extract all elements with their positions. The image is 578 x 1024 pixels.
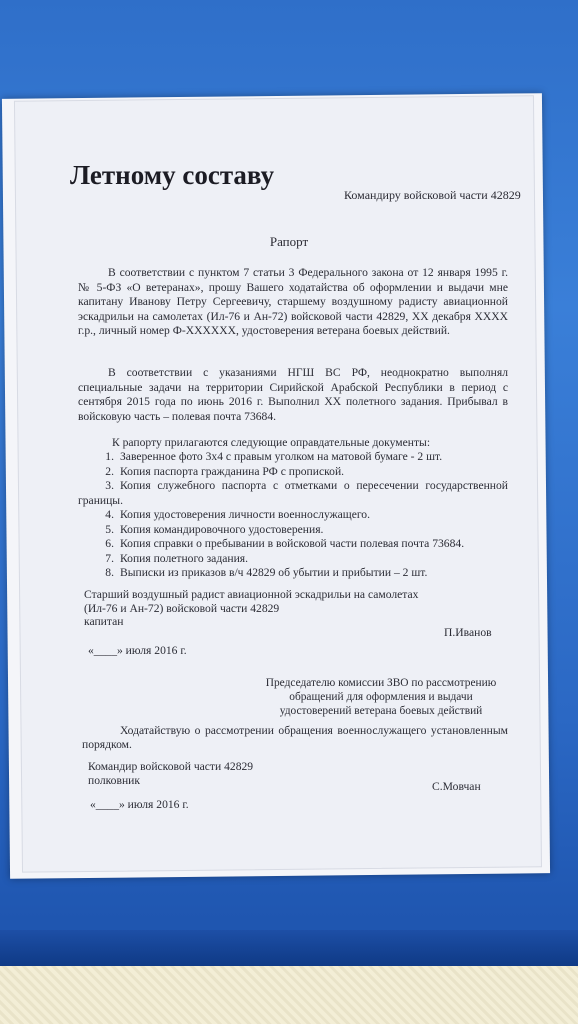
paragraph-service-text: В соответствии с указаниями НГШ ВС РФ, неоднократно выполнял специальные задачи на территории Сирийской Арабской Республики в период с сентября 2015 года по июнь 2016 г. Выполнил ХХ полетного задания. Прибывал в войсковую часть – полевая почта 73684. [78,366,508,423]
wall-surface [0,962,578,1024]
list-item: 6. Копия справки о пребывании в войсковой части полевая почта 73684. [105,537,465,550]
list-item: 2. Копия паспорта гражданина РФ с пропиской. [105,464,345,478]
commander-name: С.Мовчан [432,780,481,793]
signer-unit: (Ил-76 и Ан-72) войсковой части 42829 [84,601,280,615]
list-item: 4. Копия удостоверения личности военнослужащего. [105,508,371,521]
list-item: 3. Копия служебного паспорта с отметками о пересечении государственной границы. [78,479,508,507]
list-item: 1. Заверенное фото 3х4 с правым уголком на матовой бумаге - 2 шт. [105,450,443,463]
commander-date: «____» июля 2016 г. [90,798,189,811]
doc-title: Рапорт [269,234,309,249]
signer-rank: капитан [84,615,124,628]
commander-block [88,760,253,788]
paragraph-request [78,266,508,339]
commander-title: Командир войсковой части 42829 [88,760,254,773]
documents-list [78,450,508,581]
documents-intro: К рапорту прилагаются следующие оправдательные документы: [112,436,431,449]
commission-addressee: Председателю комиссии ЗВО по рассмотрению обращений для оформления и выдачи удостоверений ветерана боевых действий [265,677,497,717]
list-item: 5. Копия командировочного удостоверения. [105,522,324,536]
commander-rank: полковник [88,774,140,787]
signer-name: П.Иванов [444,626,492,639]
signer-block [84,588,504,629]
signer-position: Старший воздушный радист авиационной эскадрильи на самолетах [84,588,419,601]
paragraph-service [78,366,508,424]
addressee: Командиру войсковой части 42829 [344,188,521,202]
paragraph-request-text: В соответствии с пунктом 7 статьи 3 Федерального закона от 12 января 1995 г. № 5-ФЗ «О ветеранах», прошу Вашего ходатайства об оформлении и выдачи мне капитану Иванову Петру Сергеевичу, старшему воздушному радисту авиационной эскадрильи на самолетах (Ил-76 и Ан-72) войсковой части 42829, ХХ декабря ХХХХ г.р., личный номер Ф-ХХХХХХ, удостоверения ветерана боевых действий. [78,266,508,337]
petition-text: Ходатайствую о рассмотрении обращения военнослужащего установленным порядком. [82,724,508,751]
list-item: 7. Копия полетного задания. [105,551,249,565]
heading: Летному составу [70,160,275,190]
board-frame [0,930,578,966]
signer-date: «____» июля 2016 г. [88,644,187,657]
list-item: 8. Выписки из приказов в/ч 42829 об убытии и прибытии – 2 шт. [105,566,428,579]
